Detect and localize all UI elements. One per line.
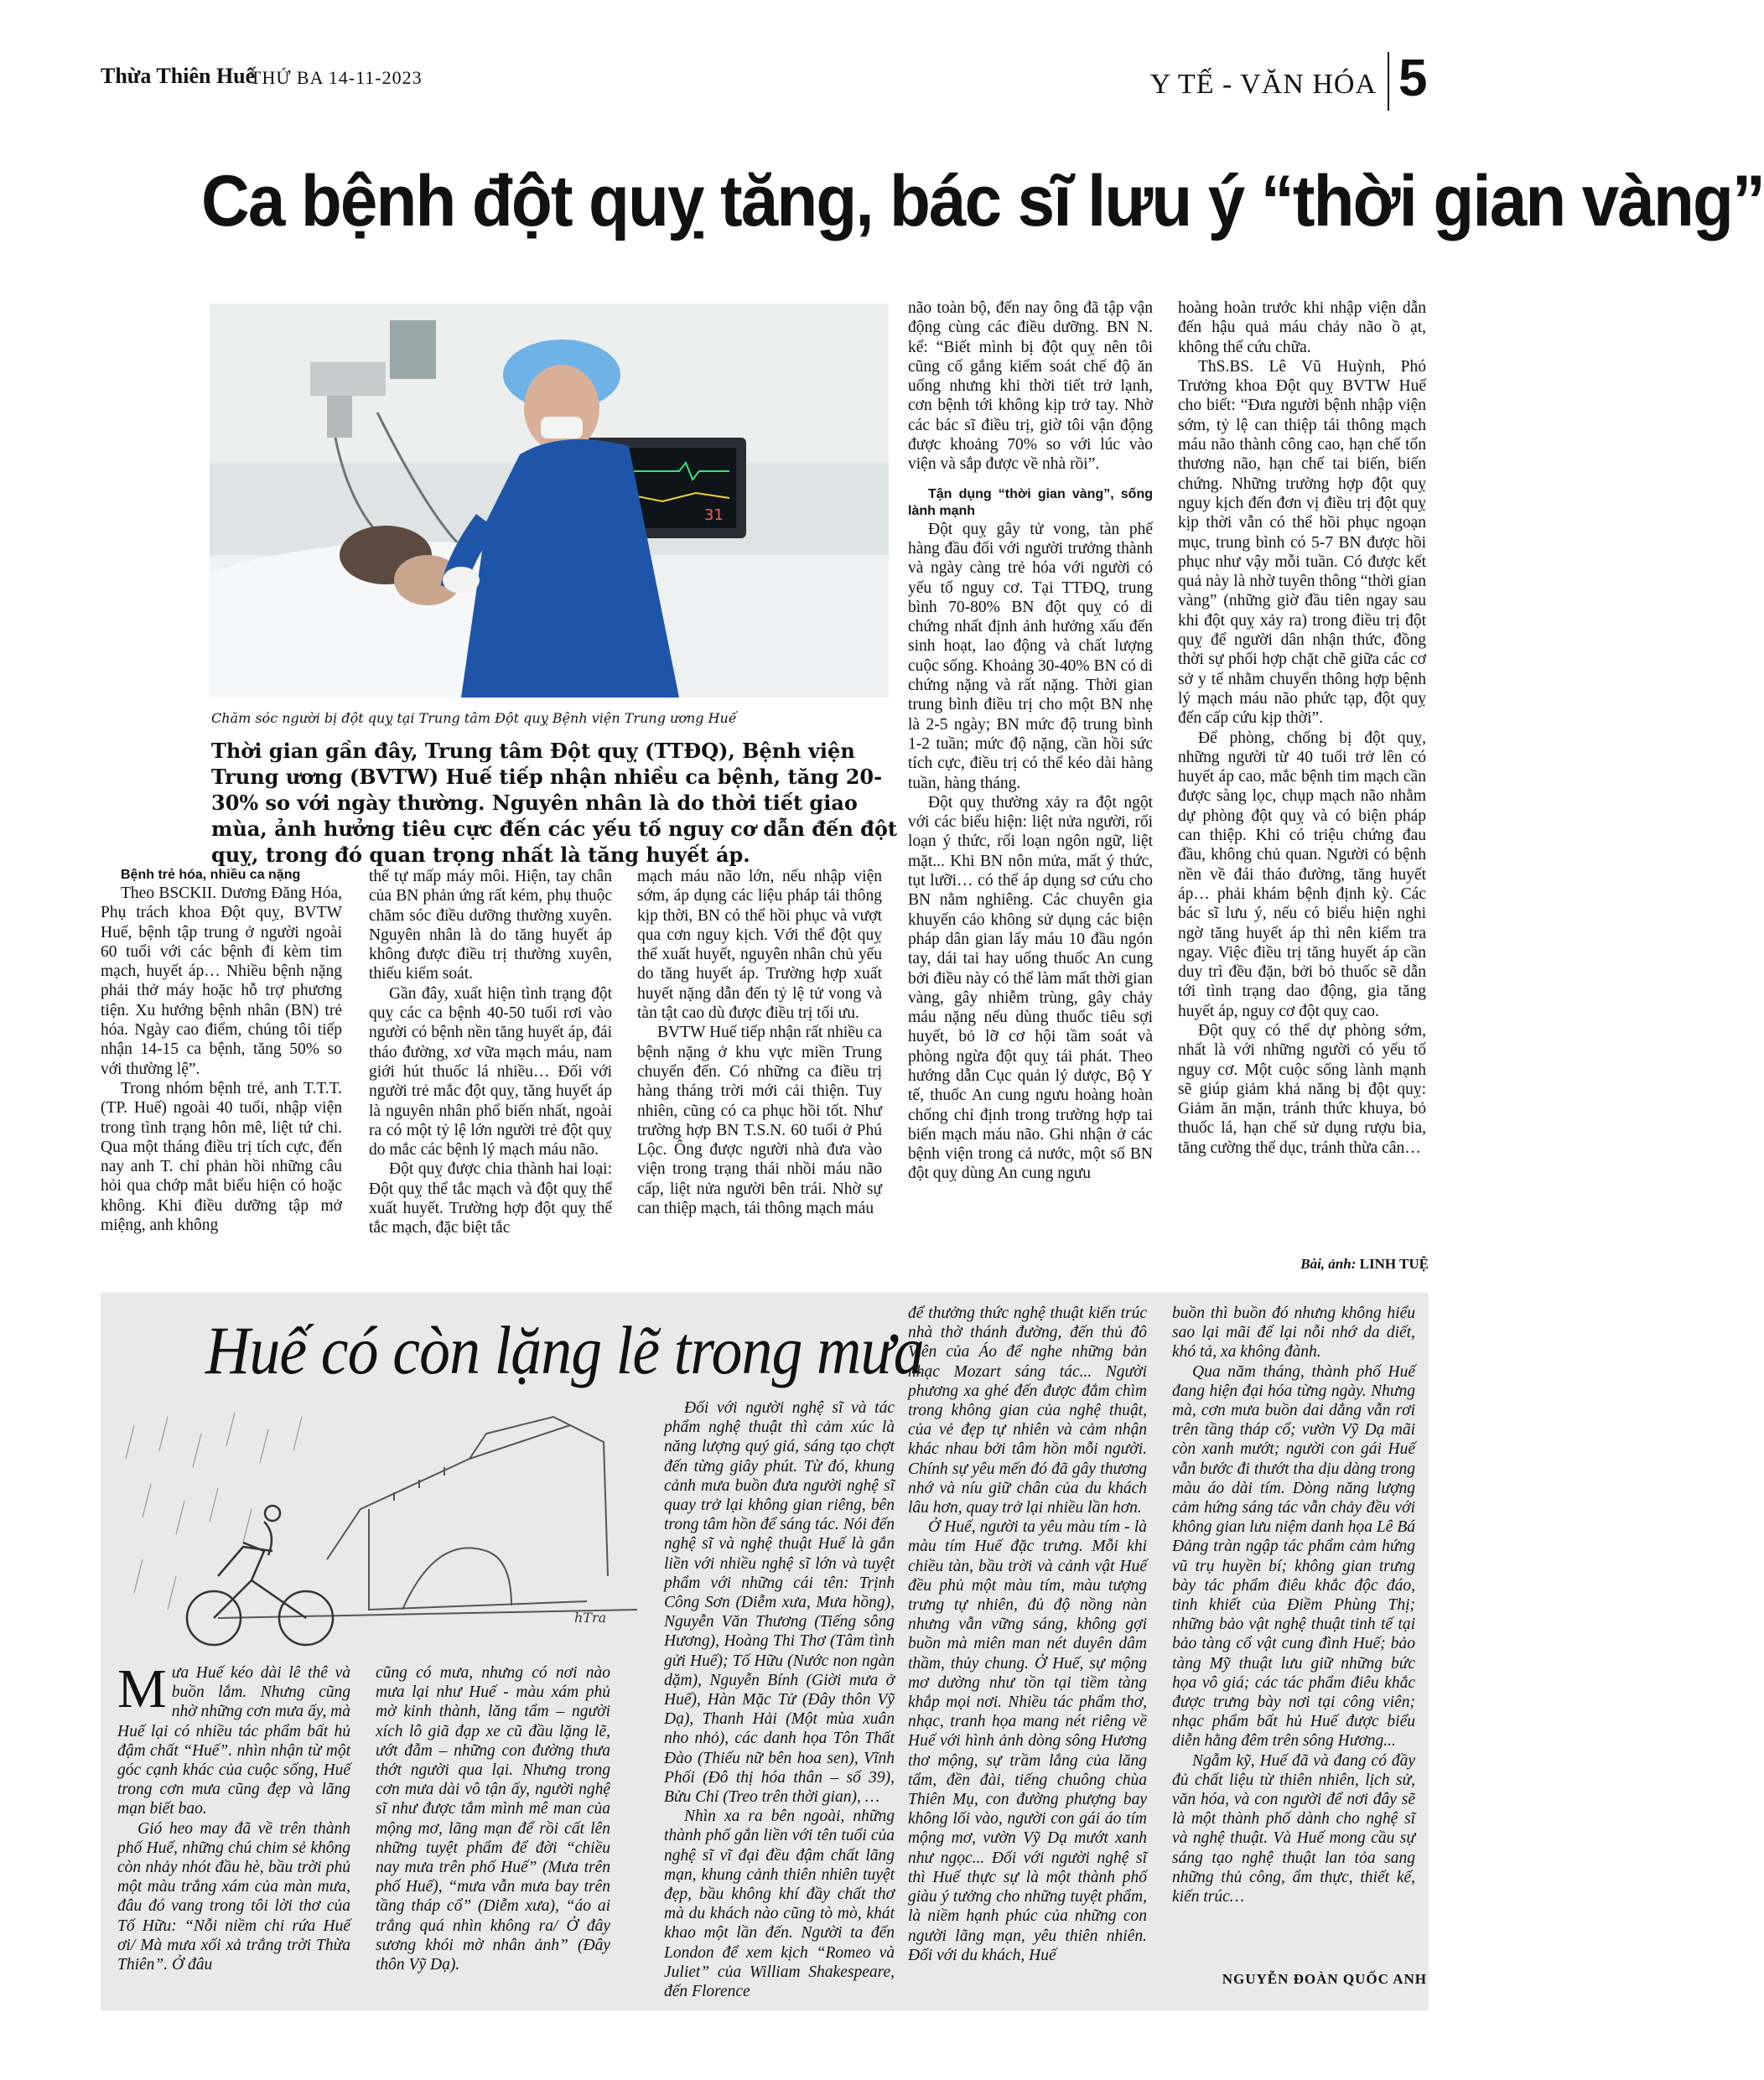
monitor-readout: 31: [704, 506, 724, 524]
section-label: Y TẾ - VĂN HÓA: [1149, 69, 1377, 100]
paragraph: ThS.BS. Lê Vũ Huỳnh, Phó Trưởng khoa Đột quỵ BVTW Huế cho biết: “Đưa người bệnh nhập viện sớm, tỷ lệ can thiệp tái thông mạch máu não thành công cao, hạn chế tổn thương não, hạn chế tai biến, biến chứng. Những trường hợp đột quỵ nguy kịch đến đơn vị điều trị đột quỵ kịp thời vẫn có thể hồi phục ngoạn mục, trung bình có 5-7 BN được hồi phục như vậy mỗi tuần. Có được kết quả này là nhờ tuyên thông “thời gian vàng” (những giờ đầu tiên ngay sau khi đột quỵ xảy ra) trong điều trị đột quỵ để người dân nhận thức, đồng thời sự phối hợp chặt chẽ giữa các cơ sở y tế nhằm chuyển thông hợp bệnh lý mạch máu não phức tạp, đột quỵ đến cấp cứu kịp thời”.: [1178, 357, 1426, 728]
paragraph: Theo BSCKII. Dương Đăng Hóa, Phụ trách khoa Đột quỵ, BVTW Huế, bệnh tập trung ở người ngoài 60 tuổi với các bệnh đi kèm tim mạch, huyết áp… Nhiều bệnh nặng phải thở máy hoặc hỗ trợ phương tiện. Xu hướng bệnh nhân (BN) trẻ hóa. Ngày cao điểm, chúng tôi tiếp nhận 14-15 ca bệnh, tăng 50% so với thường lệ”.: [101, 884, 342, 1078]
issue-date: THỨ BA 14-11-2023: [250, 67, 423, 88]
article2-title: Huế có còn lặng lẽ trong mưa: [205, 1312, 924, 1388]
paragraph: Đột quỵ gây tử vong, tàn phế hàng đầu đối với người trưởng thành và ngày càng trẻ hóa với người có yếu tố nguy cơ. Tại TTĐQ, trung bình 70-80% BN đột quỵ có di chứng nhất định ảnh hưởng xấu đến sinh hoạt, lao động và chất lượng cuộc sống. Khoảng 30-40% BN có di chứng nặng và rất nặng. Thời gian trung bình điều trị cho một BN nhẹ là 2-5 ngày; BN mức độ trung bình 1-2 tuần; mức độ nặng, cần hồi sức tích cực, điều trị có thể kéo dài hàng tuần, hàng tháng.: [908, 520, 1153, 792]
paragraph-text: ưa Huế kéo dài lê thê và buồn lắm. Nhưng cũng nhờ những cơn mưa ấy, mà Huế lại có nhiều tác phẩm bất hủ đậm chất “Huế”. nhìn nhận từ một góc cạnh khác của cuộc sống, Huế trong cơn mưa cũng đẹp và lãng mạn biết bao.: [117, 1664, 350, 1818]
byline-author: LINH TUỆ: [1359, 1256, 1429, 1272]
article1-byline: [1300, 1256, 1429, 1273]
article2-column-3: [664, 1398, 895, 2001]
paragraph: mạch máu não lớn, nếu nhập viện sớm, áp dụng các liệu pháp tái thông kịp thời, BN có thể hồi phục và vượt qua cơn nguy kịch. Với thể đột quỵ thể xuất huyết, nguyên nhân chủ yếu do tăng huyết áp. Trường hợp xuất huyết nặng dẫn đến tỷ lệ tử vong và tàn tật cao dù được điều trị tối ưu.: [637, 868, 882, 1023]
page-number: 5: [1398, 49, 1428, 107]
article1-column-1: [101, 867, 342, 1235]
article1-headline: Ca bệnh đột quỵ tăng, bác sĩ lưu ý “thời gian vàng”: [201, 161, 1764, 241]
article2-column-2: [376, 1663, 610, 1974]
article2-byline: NGUYỄN ĐOÀN QUỐC ANH: [1222, 1971, 1427, 1987]
photo-caption: Chăm sóc người bị đột quỵ tại Trung tâm Đột quỵ Bệnh viện Trung ương Huế: [211, 710, 737, 726]
paragraph: Gió heo may đã về trên thành phố Huế, những chú chim sẻ không còn nhảy nhót đầu hè, bầu trời phủ một màu trắng xám của màn mưa, đâu đó vang trong tôi lời thơ của Tố Hữu: “Nỗi niềm chi rứa Huế ơi/ Mà mưa xối xả trắng trời Thừa Thiên”. Ở đâu: [117, 1819, 350, 1974]
article2-column-1: [117, 1658, 350, 1974]
paragraph: Gần đây, xuất hiện tình trạng đột quỵ các ca bệnh 40-50 tuổi rơi vào người có bệnh nền tăng huyết áp, đái tháo đường, xơ vữa mạch máu, nam giới hút thuốc lá nhiều… Đối với người trẻ mắc đột quỵ, tăng huyết áp là nguyên nhân phổ biến nhất, ngoài ra có một tỷ lệ lớn người trẻ đột quỵ do mắc các bệnh lý mạch máu não.: [369, 984, 612, 1159]
drop-cap: M: [117, 1658, 167, 1720]
article1-lead: Thời gian gần đây, Trung tâm Đột quỵ (TTĐQ), Bệnh viện Trung ương (BVTW) Huế tiếp nhận nhiều ca bệnh, tăng 20-30% so với ngày thường. Nguyên nhân là do thời tiết giao mùa, ảnh hưởng tiêu cực đến các yếu tố nguy cơ dẫn đến đột quỵ, trong đó quan trọng nhất là tăng huyết áp.: [211, 739, 897, 867]
article1-photo: [210, 303, 889, 698]
paragraph: Để phòng, chống bị đột quỵ, những người từ 40 tuổi trở lên có huyết áp cao, mắc bệnh tim mạch cần được sàng lọc, chụp mạch não nhằm dự phòng đột quỵ và có biện pháp can thiệp. Khi có triệu chứng đau đầu, không chủ quan. Người có bệnh nền về đái tháo đường, tăng huyết áp… phải khám bệnh định kỳ. Các bác sĩ lưu ý, nếu có biểu hiện nghi ngờ tăng huyết áp thì nên kiểm tra ngay. Việc điều trị tăng huyết áp cần duy trì đều đặn, bởi bỏ thuốc sẽ dẫn tới tình trạng dao động, gia tăng huyết áp, nguy cơ đột quỵ cao.: [1178, 729, 1426, 1020]
subheading: Tận dụng “thời gian vàng”, sống lành mạnh: [908, 486, 1153, 518]
subheading: Bệnh trẻ hóa, nhiều ca nặng: [121, 868, 301, 882]
hospital-scene-illustration: [210, 303, 889, 698]
article2-sketch: [117, 1408, 662, 1660]
article2-column-4: [908, 1304, 1147, 1965]
paragraph: Ở Huế, người ta yêu màu tím - là màu tím Huế đặc trưng. Mỗi khi chiều tàn, bầu trời và cảnh vật Huế đều phủ một màu tím, màu tượng trưng tự nhiên, đủ độ nồng nàn nhưng vẫn vững sáng, không gợi buồn mà miên man nét duyên dâm thầm, thủy chung. Ở Huế, sự mộng mơ dường như tồn tại tiềm tàng khắp mọi nơi. Nhiều tác phẩm thơ, nhạc, tranh họa mang nét riêng về Huế với hình ảnh dòng sông Hương thơ mộng, sự trầm lắng của lăng tẩm, đền đài, tiếng chuông chùa Thiên Mụ, con đường phượng bay không lối vào, người con gái áo tím mộng mơ, vườn Vỹ Dạ mướt xanh như ngọc... Đối với người nghệ sĩ thì Huế thực sự là một thành phố giàu ý tưởng cho những tuyệt phẩm, là niềm hạnh phúc của những con người lãng mạn, yêu thiên nhiên. Đối với du khách, Huế: [908, 1518, 1147, 1964]
paragraph: cũng có mưa, nhưng có nơi nào mưa lại như Huế - màu xám phủ mờ kinh thành, lăng tẩm – người xích lô giã đạp xe cũ đầu lặng lẽ, ướt đẫm – những con đường thưa thớt người qua lại. Nhưng trong cơn mưa dài vô tận ấy, người nghệ sĩ như được tắm mình mê man của mộng mơ, lãng mạn để rồi cất lên những tuyệt phẩm để đời “chiều nay mưa trên phố Huế” (Mưa trên phố Huế), “mưa vẫn mưa bay trên tầng tháp cổ” (Diễm xưa), “áo ai trắng quá nhìn không ra/ Ở đây sương khói mờ nhân ảnh” (Đây thôn Vỹ Dạ).: [376, 1664, 610, 1974]
paragraph: [117, 1658, 350, 1819]
paragraph: Ngẫm kỹ, Huế đã và đang có đầy đủ chất liệu từ thiên nhiên, lịch sử, văn hóa, và con người để nơi đây sẽ là một thành phố dành cho nghệ sĩ và nghệ thuật. Và Huế mong cầu sự sáng tạo nghệ thuật lan tỏa sang những thủ công, ẩm thực, thiết kế, kiến trúc…: [1172, 1751, 1415, 1906]
paragraph: buồn thì buồn đó nhưng không hiểu sao lại mãi để lại nỗi nhớ da diết, khó tả, xa không đành.: [1172, 1305, 1415, 1362]
citadel-rain-sketch: [117, 1408, 662, 1660]
paragraph: Nhìn xa ra bên ngoài, những thành phố gắn liền với tên tuổi của nghệ sĩ vĩ đại đều đậm chất lãng mạn, khung cảnh thiên nhiên tuyệt đẹp, bầu không khí đầy chất thơ mà du khách nào cũng tò mò, khát khao một lần đến. Người ta đến London để xem kịch “Romeo và Juliet” của William Shakespeare, đến Florence: [664, 1808, 895, 2001]
masthead-divider: [1388, 52, 1389, 111]
sketch-signature: hTra: [574, 1610, 607, 1626]
article1-column-2: [369, 867, 612, 1238]
paragraph: Qua năm tháng, thành phố Huế đang hiện đại hóa từng ngày. Nhưng mà, cơn mưa buồn dai dẳng vẫn rơi trên tầng tháp cổ; vườn Vỹ Dạ mãi còn xanh mướt; người con gái Huế vẫn bước đi thướt tha dịu dàng trong màu áo dài tím. Dòng năng lượng cảm hứng sáng tác vẫn chảy đều với không gian lưu niệm danh họa Lê Bá Đảng tràn ngập tác phẩm cảm hứng vũ trụ huyền bí; không gian trưng bày tác phẩm điêu khắc độc đáo, tinh khiết của Điềm Phùng Thị; những bảo vật nghệ thuật tinh tế tại bảo tàng cổ vật cung đình Huế; bảo tàng Mỹ thuật lưu giữ những bức họa vô giá; các tác phẩm điêu khắc được trưng bày nơi tại công viên; nhạc phẩm bất hủ Huế được biểu diễn hằng đêm trên sông Hương...: [1172, 1362, 1415, 1751]
article1-column-3: [637, 867, 882, 1218]
paragraph: hoàng hoàn trước khi nhập viện dẫn đến hậu quả máu chảy não ồ ạt, không thể cứu chữa.: [1178, 299, 1426, 356]
paragraph: BVTW Huế tiếp nhận rất nhiều ca bệnh nặng ở khu vực miền Trung chuyển đến. Có những ca điều trị hàng tháng trời mới cải thiện. Tuy nhiên, cũng có ca phục hồi tốt. Như trường hợp BN T.S.N. 60 tuổi ở Phú Lộc. Ông được người nhà đưa vào viện trong trạng thái nhồi máu não cấp, liệt nửa người bên trái. Nhờ sự can thiệp mạch, tái thông mạch máu: [637, 1024, 882, 1218]
paragraph: não toàn bộ, đến nay ông đã tập vận động cùng các điều dưỡng. BN N. kể: “Biết mình bị đột quỵ nên tôi cũng cố gắng kiểm soát chế độ ăn uống nhưng khi thời tiết trở lạnh, cơn bệnh tới không kịp trở tay. Nhờ các bác sĩ điều trị, giờ tôi vận động được khoảng 70% so với lúc vào viện và sắp được về nhà rồi”.: [908, 299, 1153, 474]
paragraph: Đối với người nghệ sĩ và tác phẩm nghệ thuật thì cảm xúc là năng lượng quý giá, sáng tạo chợt đến từng giây phút. Từ đó, khung cảnh mưa buồn đưa người nghệ sĩ quay trở lại không gian riêng, bên trong tâm hồn để sáng tác. Nói đến nghệ sĩ và nghệ thuật Huế là gắn liền với nhiều nghệ sĩ lớn và tuyệt phẩm với những cái tên: Trịnh Công Sơn (Diễm xưa, Mưa hồng), Nguyễn Văn Thương (Tiếng sông Hương), Hoàng Thi Thơ (Tâm tình gửi Huế); Tố Hữu (Nước non ngàn dặm), Nguyễn Bính (Giời mưa ở Huế), Hàn Mặc Tử (Đây thôn Vỹ Dạ), Thanh Hải (Một mùa xuân nho nhỏ), các danh họa Tôn Thất Đào (Thiếu nữ bên hoa sen), Vĩnh Phối (Đô thị hóa thân – số 39), Bửu Chỉ (Treo trên thời gian), …: [664, 1399, 895, 1807]
article2-column-5: [1172, 1304, 1415, 1906]
paragraph: Đột quỵ có thể dự phòng sớm, nhất là với những người có yếu tố nguy cơ. Một cuộc sống lành mạnh sẽ giúp giảm khả năng bị đột quỵ: Giảm ăn mặn, tránh thức khuya, bỏ thuốc lá, hạn chế sử dụng rượu bia, tăng cường thể dục, tránh thừa cân…: [1178, 1021, 1426, 1157]
paragraph: Đột quỵ được chia thành hai loại: Đột quỵ thể tắc mạch và đột quỵ thể xuất huyết. Trường hợp đột quỵ thể tắc mạch, đặc biệt tắc: [369, 1160, 612, 1237]
paragraph: Trong nhóm bệnh trẻ, anh T.T.T. (TP. Huế) ngoài 40 tuổi, nhập viện trong tình trạng hôn mê, liệt tứ chi. Qua một tháng điều trị tích cực, đến nay anh T. chỉ phản hồi những câu hỏi qua chớp mắt biểu hiện có hoặc không. Khi điều dưỡng tập mở miệng, anh không: [101, 1079, 342, 1235]
article1-column-5: [1178, 298, 1426, 1158]
article1-column-4: [908, 298, 1153, 1184]
paragraph: để thưởng thức nghệ thuật kiến trúc nhà thờ thánh đường, đến thủ đô Viên của Áo để nghe những bản nhạc Mozart sáng tác... Người phương xa ghé đến được đắm chìm trong không gian của nghệ thuật, của vẻ đẹp tự nhiên và cảm nhận khác nhau bởi tâm hồn mỗi người. Chính sự yêu mến đó đã gây thương nhớ và níu giữ chân của du khách lâu hơn, quay trở lại nhiều lần hơn.: [908, 1305, 1147, 1517]
paragraph: Đột quỵ thường xảy ra đột ngột với các biểu hiện: liệt nửa người, rối loạn ý thức, rối loạn ngôn ngữ, liệt mặt... Khi BN nôn mửa, mất ý thức, tụt lưỡi… có thể áp dụng sơ cứu cho BN nằm nghiêng. Các chuyên gia khuyến cáo không sử dụng các biện pháp dân gian lấy máu 10 đầu ngón tay, dái tai hay uống thuốc An cung bởi điều này có thể làm mất thời gian vàng, gây nhiễm trùng, gây chảy máu nặng nếu dùng thuốc tiêu sợi huyết, bỏ lỡ cơ hội tầm soát và phòng ngừa đột quỵ tái phát. Theo hướng dẫn Cục quản lý dược, Bộ Y tế, thuốc An cung ngưu hoàng hoàn chống chỉ định trong trường hợp tai biến mạch máu não. Ghi nhận ở các bệnh viện trong cả nước, một số BN đột quỵ dùng An cung ngưu: [908, 793, 1153, 1183]
paragraph: thể tự mấp máy môi. Hiện, tay chân của BN phản ứng rất kém, phụ thuộc chăm sóc điều dưỡng thường xuyên. Nguyên nhân là do tăng huyết áp không được điều trị thường xuyên, thiếu kiểm soát.: [369, 868, 612, 983]
newspaper-name: Thừa Thiên Huế: [101, 64, 256, 88]
byline-prefix: Bài, ảnh:: [1300, 1256, 1357, 1272]
